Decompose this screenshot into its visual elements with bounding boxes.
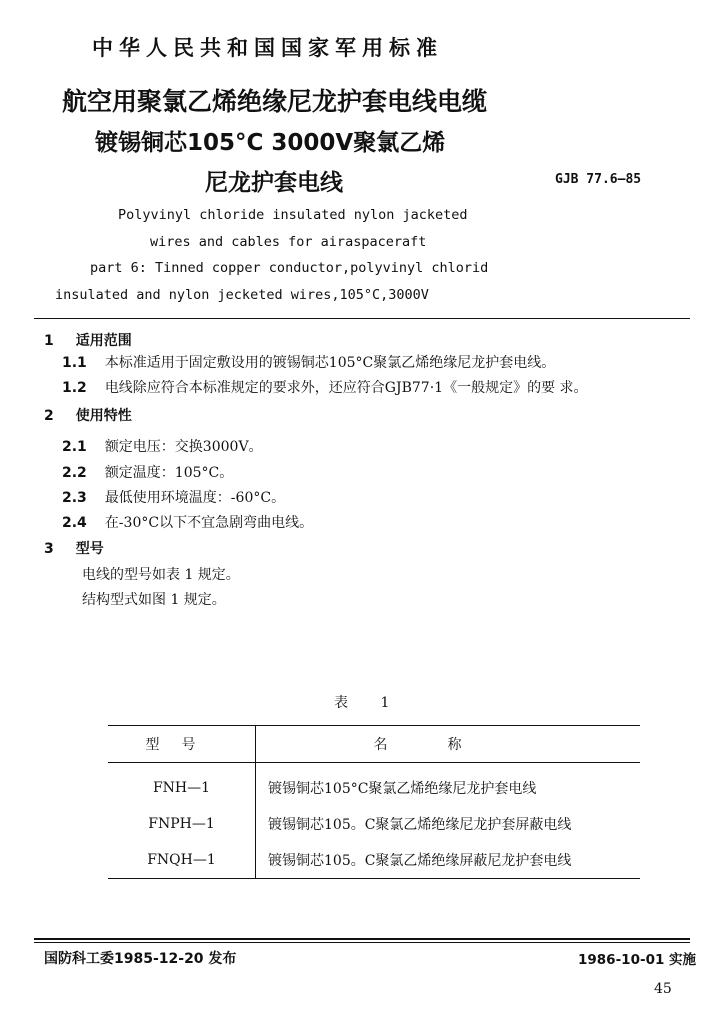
model-cell: FNH—1 (108, 763, 256, 807)
clause-text: 本标准适用于固定敷设用的镀锡铜芯105°C聚氯乙烯绝缘尼龙护套电线。 (104, 355, 556, 371)
clause-text: 额定电压：交换3000V。 (104, 439, 263, 455)
clause-number: 2.1 (62, 439, 87, 455)
section-number: 2 (44, 408, 54, 424)
effective-date: 1986-10-01 实施 (578, 952, 697, 968)
clause-text: 额定温度：105°C。 (104, 465, 234, 481)
model-table (108, 725, 640, 879)
section-1-heading (44, 330, 132, 350)
clause-number: 1.2 (62, 380, 87, 396)
header-divider (34, 318, 690, 319)
clause-text: 在-30°C以下不宜急剧弯曲电线。 (104, 515, 314, 531)
clause-number: 2.3 (62, 490, 87, 506)
name-cell: 镀锡铜芯105。C聚氯乙烯绝缘屏蔽尼龙护套电线 (256, 842, 641, 879)
section-3-heading (44, 538, 104, 558)
section-title: 型号 (75, 541, 104, 557)
table-header-row (108, 726, 640, 763)
standard-title-line-2: 镀锡铜芯105°C 3000V聚氯乙烯 (95, 130, 446, 156)
clause-1-1 (62, 352, 555, 372)
section-3-paragraph-2: 结构型式如图 1 规定。 (82, 592, 226, 608)
clause-2-3 (62, 487, 285, 507)
clause-2-1 (62, 436, 263, 456)
national-standard-heading: 中华人民共和国国家军用标准 (92, 36, 443, 60)
footer-divider-thick (34, 938, 690, 940)
section-title: 使用特性 (75, 408, 132, 424)
table-caption: 表 1 (334, 695, 404, 711)
footer-divider-thin (34, 942, 690, 943)
model-cell: FNPH—1 (108, 806, 256, 842)
issue-date: 国防科工委1985-12-20 发布 (44, 951, 237, 967)
column-header-name: 名称 (256, 726, 641, 763)
english-title-line-1: Polyvinyl chloride insulated nylon jacketed (118, 207, 468, 223)
clause-1-2 (62, 377, 588, 397)
clause-number: 1.1 (62, 355, 87, 371)
clause-2-4 (62, 512, 313, 532)
table-row (108, 806, 640, 842)
clause-text: 最低使用环境温度：-60°C。 (104, 490, 286, 506)
name-cell: 镀锡铜芯105。C聚氯乙烯绝缘尼龙护套屏蔽电线 (268, 817, 572, 833)
page-number: 45 (654, 981, 672, 997)
section-title: 适用范围 (75, 333, 132, 349)
english-title-line-4: insulated and nylon jecketed wires,105°C,3000V (55, 287, 429, 303)
clause-number: 2.4 (62, 515, 87, 531)
clause-2-2 (62, 462, 233, 482)
model-cell: FNQH—1 (108, 842, 256, 879)
column-header-model: 型号 (108, 726, 256, 763)
table-row (108, 763, 640, 807)
english-title-line-2: wires and cables for airaspaceraft (150, 234, 427, 250)
standard-title-line-3: 尼龙护套电线 (205, 170, 343, 196)
clause-text: 电线除应符合本标准规定的要求外，还应符合GJB77·1《一般规定》的要 求。 (104, 380, 588, 396)
name-cell: 镀锡铜芯105°C聚氯乙烯绝缘尼龙护套电线 (268, 781, 537, 797)
section-number: 1 (44, 333, 54, 349)
section-number: 3 (44, 541, 54, 557)
section-3-paragraph-1: 电线的型号如表 1 规定。 (82, 567, 240, 583)
english-title-line-3: part 6: Tinned copper conductor,polyvinyl chlorid (90, 260, 489, 276)
section-2-heading (44, 405, 132, 425)
standard-title-line-1: 航空用聚氯乙烯绝缘尼龙护套电线电缆 (62, 87, 488, 116)
table-row (108, 842, 640, 879)
standard-number: GJB 77.6—85 (555, 172, 642, 187)
clause-number: 2.2 (62, 465, 87, 481)
